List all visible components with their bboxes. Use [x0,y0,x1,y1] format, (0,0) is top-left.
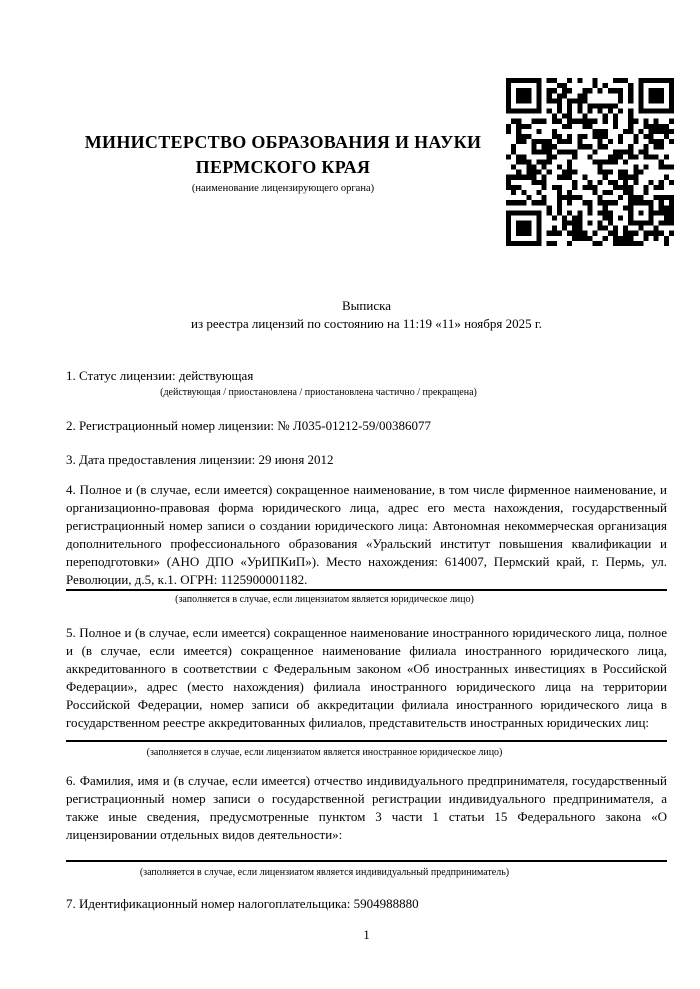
ministry-caption: (наименование лицензирующего органа) [191,183,375,194]
document-title-line1: Выписка [342,298,391,313]
item-6-fill-line [66,860,667,862]
item-1-caption: (действующая / приостановлена / приостановлена частично / прекращена) [160,387,477,398]
document-title [66,297,667,333]
item-2-label: 2. Регистрационный номер лицензии: [66,418,275,433]
item-4-legal-entity-info [66,481,667,589]
item-4-caption: (заполняется в случае, если лицензиатом является юридическое лицо) [175,594,474,605]
item-3-grant-date [66,451,667,469]
item-5-caption: (заполняется в случае, если лицензиатом является иностранное юридическое лицо) [146,747,503,758]
item-4-value: Автономная некоммерческая организация дополнительного профессионального образования «Уральский институт повышения квалификации и переподготовки» (АНО ДПО «УрИПКиП»). Место нахождения: 614007, Пермский край, г. Пермь, ул. Революции, д.5, к.1. ОГРН: 1125900001182. [66,518,667,587]
item-7-value: 5904988880 [353,896,419,911]
qr-code-svg [506,78,674,246]
item-5-fill-line [66,740,667,742]
page-number: 1 [363,927,370,942]
item-3-value: 29 июня 2012 [258,452,334,467]
item-4-fill-line [66,589,667,591]
licensing-authority-header [66,130,500,196]
item-5-label: 5. Полное и (в случае, если имеется) сокращенное наименование иностранного юридического лица, полное и (в случае, если имеется) сокращенное наименование филиала иностранного юридического лица, аккредитованного в соответствии с Федеральным законом «Об иностранных инвестициях в Российской Федерации», адрес (место нахождения) филиала иностранного юридического лица на территории Российской Федерации, номер записи об аккредитации филиала иностранного юридического лица в государственном реестре аккредитованных филиалов, представительств иностранных юридических лиц: [66,625,667,730]
item-1-value: действующая [178,368,254,383]
document-body [66,297,667,944]
item-3-label: 3. Дата предоставления лицензии: [66,452,256,467]
item-6-caption: (заполняется в случае, если лицензиатом является индивидуальный предприниматель) [139,867,510,878]
qr-code-icon [506,78,674,246]
item-4-label: 4. Полное и (в случае, если имеется) сокращенное наименование, в том числе фирменное наименование, и организационно-правовая форма юридического лица, адрес его места нахождения, государственный регистрационный номер записи о создании юридического лица: [66,482,667,533]
item-6-individual-entrepreneur-info [66,772,667,844]
item-2-value: № Л035-01212-59/00386077 [277,418,432,433]
item-1-label: 1. Статус лицензии: [66,368,176,383]
item-7-taxpayer-number [66,895,667,913]
ministry-name-line1: МИНИСТЕРСТВО ОБРАЗОВАНИЯ И НАУКИ [84,132,482,152]
item-7-label: 7. Идентификационный номер налогоплательщика: [66,896,351,911]
document-title-line2: из реестра лицензий по состоянию на 11:19 «11» ноября 2025 г. [191,316,542,331]
item-6-label: 6. Фамилия, имя и (в случае, если имеется) отчество индивидуального предпринимателя, государственный регистрационный номер записи о государственной регистрации индивидуального предпринимателя, а также иные сведения, предусмотренные пунктом 3 части 1 статьи 15 Федерального закона «О лицензировании отдельных видов деятельности»: [66,773,667,842]
ministry-name-line2: ПЕРМСКОГО КРАЯ [195,157,371,177]
item-1-license-status [66,367,667,385]
item-2-registration-number [66,417,667,435]
item-5-foreign-entity-info [66,624,667,732]
